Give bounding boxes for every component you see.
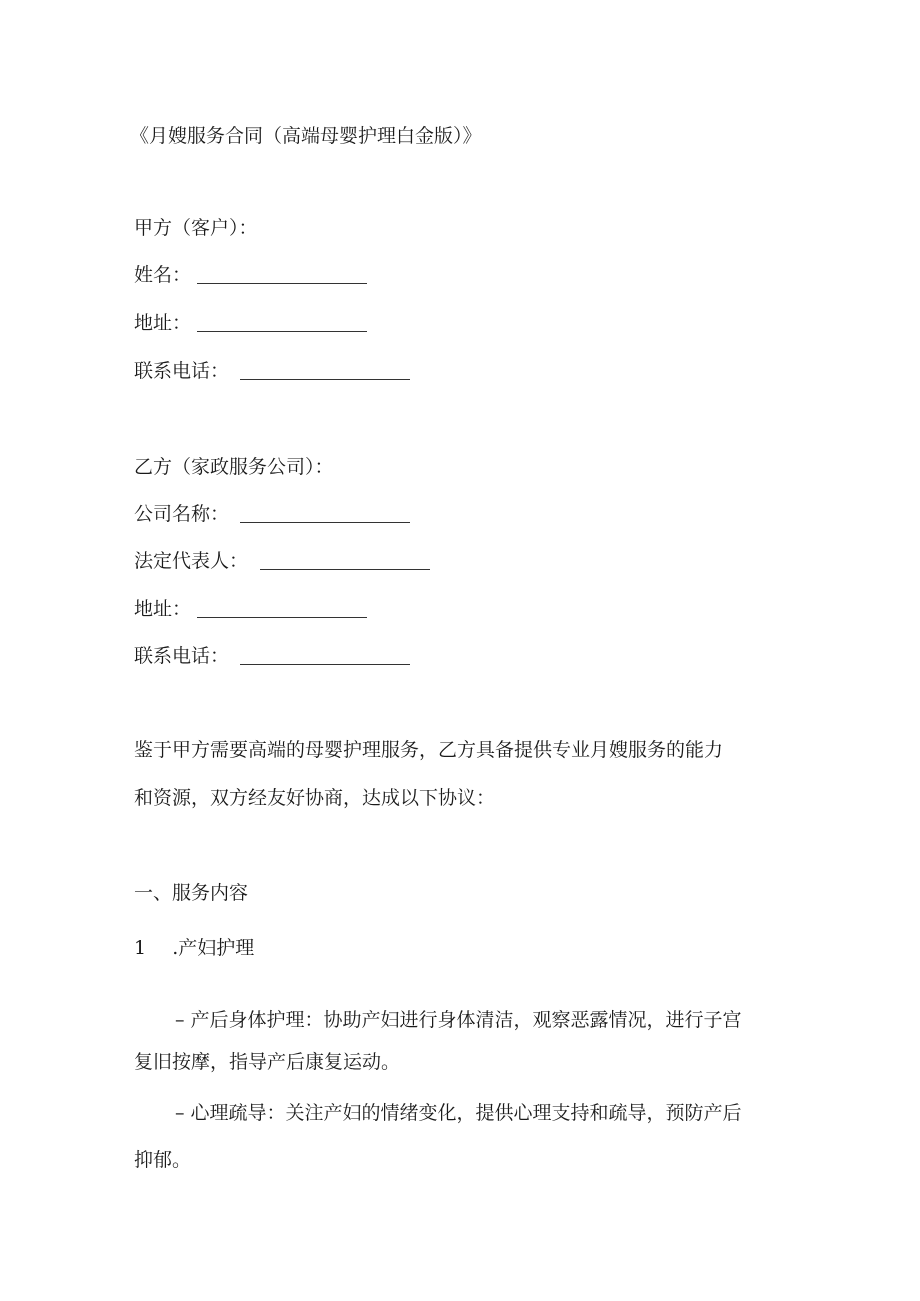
party-a-name-row bbox=[134, 263, 191, 287]
bullet-2-line-1: – 心理疏导：关注产妇的情绪变化，提供心理支持和疏导，预防产后 bbox=[175, 1102, 742, 1124]
section-heading: 一、服务内容 bbox=[134, 882, 249, 904]
party-a-address-row bbox=[134, 311, 191, 335]
section-item-number: 1 bbox=[134, 937, 147, 959]
party-b-rep-row bbox=[134, 549, 248, 573]
section-item-title: .产妇护理 bbox=[172, 937, 255, 959]
party-a-name-label: 姓名： bbox=[134, 264, 192, 286]
party-a-phone-field[interactable] bbox=[240, 361, 410, 380]
party-b-rep-field[interactable] bbox=[260, 551, 430, 570]
party-a-phone-label: 联系电话： bbox=[134, 360, 230, 382]
party-b-phone-label: 联系电话： bbox=[134, 645, 230, 667]
party-b-phone-row bbox=[134, 644, 229, 668]
preamble-line-2: 和资源，双方经友好协商，达成以下协议： bbox=[134, 787, 496, 809]
party-b-address-field[interactable] bbox=[197, 599, 367, 618]
party-a-address-label: 地址： bbox=[134, 312, 192, 334]
party-b-address-label: 地址： bbox=[134, 598, 192, 620]
section-item-row bbox=[134, 936, 254, 960]
party-b-rep-label: 法定代表人： bbox=[134, 550, 249, 572]
bullet-2-line-2: 抑郁。 bbox=[134, 1149, 192, 1171]
party-a-phone-row bbox=[134, 359, 229, 383]
party-b-company-field[interactable] bbox=[240, 504, 410, 523]
party-b-heading: 乙方（家政服务公司）： bbox=[134, 456, 334, 478]
bullet-1-line-2: 复旧按摩，指导产后康复运动。 bbox=[134, 1051, 401, 1073]
party-a-heading: 甲方（客户）： bbox=[134, 217, 258, 239]
document-title: 《月嫂服务合同（高端母婴护理白金版）》 bbox=[130, 125, 482, 147]
party-b-company-label: 公司名称： bbox=[134, 503, 230, 525]
party-b-company-row bbox=[134, 502, 229, 526]
party-b-address-row bbox=[134, 597, 191, 621]
party-b-phone-field[interactable] bbox=[240, 646, 410, 665]
party-a-name-field[interactable] bbox=[197, 265, 367, 284]
preamble-line-1: 鉴于甲方需要高端的母婴护理服务，乙方具备提供专业月嫂服务的能力 bbox=[134, 739, 724, 761]
party-a-address-field[interactable] bbox=[197, 313, 367, 332]
bullet-1-line-1: – 产后身体护理：协助产妇进行身体清洁，观察恶露情况，进行子宫 bbox=[175, 1009, 742, 1031]
